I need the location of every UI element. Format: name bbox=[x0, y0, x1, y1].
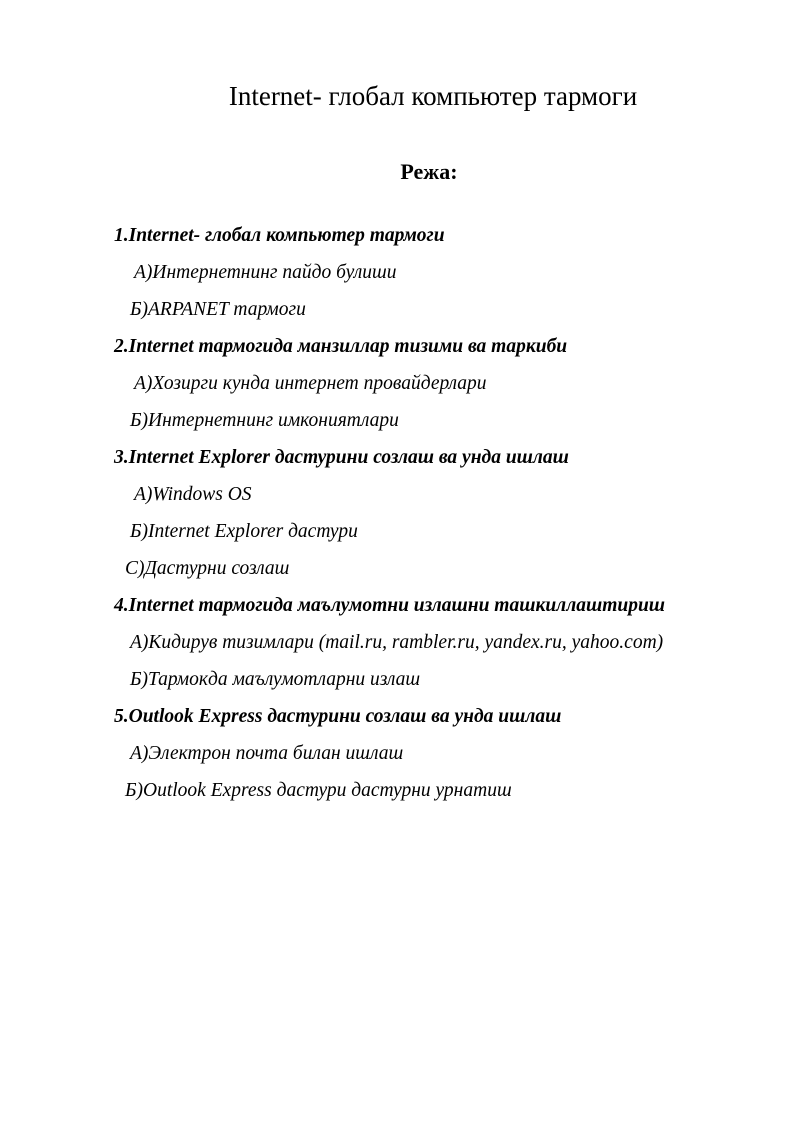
section-1-item-b: Б)ARPANET тармоги bbox=[130, 299, 306, 320]
section-5-item-b: Б)Outlook Express дастури дастурни урнатиш bbox=[125, 780, 512, 801]
section-heading-5: 5.Outlook Express дастурини созлаш ва унда ишлаш bbox=[114, 706, 562, 727]
section-2-item-a: А)Хозирги кунда интернет провайдерлари bbox=[134, 373, 487, 394]
section-heading-2: 2.Internet тармогида манзиллар тизими ва таркиби bbox=[114, 336, 568, 357]
section-4-item-a: А)Кидирув тизимлари (mail.ru, rambler.ru, yandex.ru, yahoo.com) bbox=[130, 632, 664, 653]
plan-heading: Режа: bbox=[400, 159, 458, 184]
section-heading-1: 1.Internet- глобал компьютер тармоги bbox=[114, 225, 445, 246]
section-3-item-c: С)Дастурни созлаш bbox=[125, 558, 290, 579]
section-4-item-b: Б)Тармокда маълумотларни излаш bbox=[130, 669, 421, 690]
plan-outline bbox=[0, 221, 800, 813]
section-heading-3: 3.Internet Explorer дастурини созлаш ва унда ишлаш bbox=[114, 447, 569, 468]
section-1-item-a: А)Интернетнинг пайдо булиши bbox=[134, 262, 397, 283]
section-3-item-a: А)Windows OS bbox=[134, 484, 252, 505]
section-5-item-a: А)Электрон почта билан ишлаш bbox=[130, 743, 404, 764]
section-heading-4: 4.Internet тармогида маълумотни излашни ташкиллаштириш bbox=[114, 595, 666, 616]
page-title: Internet- глобал компьютер тармоги bbox=[228, 81, 638, 111]
section-2-item-b: Б)Интернетнинг имкониятлари bbox=[130, 410, 399, 431]
section-3-item-b: Б)Internet Explorer дастури bbox=[130, 521, 358, 542]
